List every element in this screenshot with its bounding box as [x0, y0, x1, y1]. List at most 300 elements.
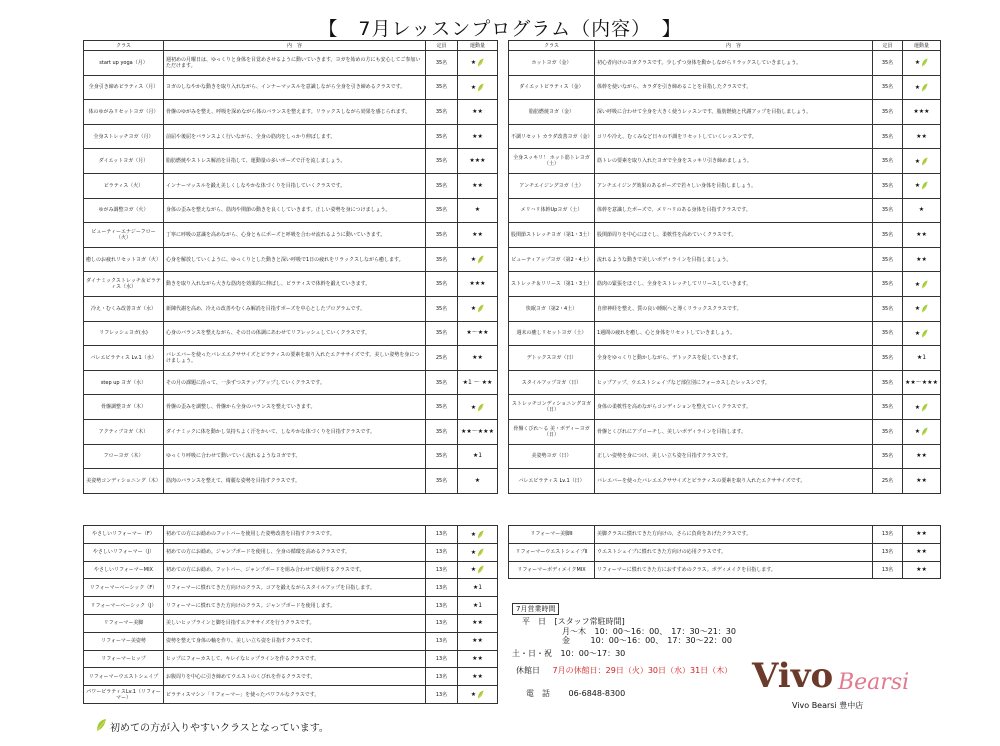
intensity-stars: ★★ [472, 230, 483, 238]
schedule-table-right [508, 40, 941, 494]
leaf-icon [95, 718, 107, 732]
header-level: 運動量 [458, 41, 498, 51]
table-row [84, 614, 498, 632]
intensity-stars: ★ [470, 59, 477, 67]
header-level: 運動量 [903, 41, 941, 51]
class-name: 全身スッキリ！ ホット筋トレヨガ（土） [509, 149, 595, 174]
class-description: ダイナミックに体を動かし気持ちよく汗をかいて、しなやかな体づくりを目指すクラスです。 [164, 419, 426, 444]
class-description: ヒップアップ、ウエストシェイプなど部位別にフォーカスしたレッスンです。 [595, 370, 873, 395]
capacity: 13名 [426, 543, 458, 561]
leaf-icon [921, 181, 928, 190]
store-name: Vivo Bearsi 豊中店 [792, 701, 864, 710]
capacity: 35名 [873, 444, 903, 469]
intensity-stars: ★1 [472, 601, 483, 609]
intensity-cell [458, 686, 498, 704]
intensity-cell [458, 247, 498, 272]
table-row [509, 370, 941, 395]
class-description: 筋トレの要素を取り入れたヨガで全身をスッキリ引き締めましょう。 [595, 149, 873, 174]
capacity: 35名 [426, 469, 458, 494]
weekday-label: 平 日 [522, 617, 546, 626]
class-description: 週初めの月曜日は、ゆっくりと身体を目覚めさせるように動いていきます。ヨガを始めの方にも安心してご参加いただけます。 [164, 51, 426, 76]
class-description: 体幹を使いながら、カラダを引き締めることを目指したクラスです。 [595, 75, 873, 100]
schedule-table-left [83, 40, 498, 494]
header-class: クラス [84, 41, 164, 51]
class-description: 脂肪燃焼やストレス解消を目指して、運動量の多いポーズで汗を流しましょう。 [164, 149, 426, 174]
capacity: 25名 [873, 469, 903, 494]
capacity: 35名 [873, 198, 903, 223]
intensity-cell [458, 296, 498, 321]
capacity: 35名 [873, 51, 903, 76]
table-row [84, 149, 498, 174]
table-row [84, 223, 498, 248]
class-description: 筋肉の緊張をほぐし、全身をストレッチしてリリースしていきます。 [595, 272, 873, 297]
intensity-stars: ★★ [472, 353, 483, 361]
class-description: 正しい姿勢を身につけ、美しい立ち姿を目指すクラスです。 [595, 444, 873, 469]
intensity-stars: ★★ [472, 637, 483, 645]
leaf-icon [477, 565, 484, 574]
table-row [84, 597, 498, 615]
header-time: 定員 [873, 41, 903, 51]
leaf-icon [477, 255, 484, 264]
weekend-hours: 10：00〜17：30 [560, 649, 626, 658]
table-row [84, 650, 498, 668]
class-description: ゆっくり呼吸に合わせて動いていく流れるようなヨガです。 [164, 444, 426, 469]
class-name: リフォーマーウエストシェイプ [84, 668, 164, 686]
intensity-cell [903, 370, 941, 395]
class-description: ピラティスマシン「リフォーマー」を使ったパワフルなクラスです。 [164, 686, 426, 704]
intensity-stars: ★ [470, 548, 477, 556]
intensity-cell [458, 173, 498, 198]
class-description: インナーマッスルを鍛え美しくしなやかな体づくりを目指していくクラスです。 [164, 173, 426, 198]
class-name: 全身ストレッチヨガ（月） [84, 124, 164, 149]
capacity: 35名 [426, 247, 458, 272]
class-name: ビューティアップヨガ（第2・4土） [509, 247, 595, 272]
capacity: 35名 [426, 51, 458, 76]
capacity: 35名 [426, 370, 458, 395]
capacity: 35名 [873, 247, 903, 272]
class-description: 初めての方にお勧め。ジャンプボードを使用し、全身の循環を高めるクラスです。 [164, 543, 426, 561]
capacity: 35名 [873, 395, 903, 420]
class-name: 快眠ヨガ（第2・4土） [509, 296, 595, 321]
class-description: バレエバーを使ったバレエエクササイズとピラティスの要素を取り入れたエクササイズです。 [595, 469, 873, 494]
class-description: 初めての方にお勧めのフットバーを使用した姿勢改善を目指すクラスです。 [164, 526, 426, 544]
class-description: 初心者向けのヨガクラスです。少しずつ身体を動かしながらリラックスしていきましょう。 [595, 51, 873, 76]
table-row [84, 272, 498, 297]
intensity-stars: ★★〜★★★ [461, 427, 494, 435]
class-name: 全身引き締めピラティス（月） [84, 75, 164, 100]
class-name: 週末の癒しリセットヨガ（土） [509, 321, 595, 346]
capacity: 35名 [426, 173, 458, 198]
capacity: 13名 [873, 561, 903, 579]
class-description: コリや冷え、むくみなど日々の不調をリセットしていくレッスンです。 [595, 124, 873, 149]
capacity: 35名 [426, 100, 458, 125]
class-name: やさしいリフォーマー（F） [84, 526, 164, 544]
class-name: リフォーマーベーシック（J） [84, 597, 164, 615]
intensity-cell [903, 223, 941, 248]
capacity: 35名 [426, 149, 458, 174]
class-name: 体のゆがみリセットヨガ（月） [84, 100, 164, 125]
class-name: リフォーマーウエストシェイプⅡ [509, 543, 595, 561]
intensity-stars: ★1 〜 ★★ [462, 378, 493, 386]
class-name: リフォーマーボディメイクMIX [509, 561, 595, 579]
leaf-icon [921, 157, 928, 166]
table-row [84, 579, 498, 597]
class-description: 股関節周りを中心にほぐし、柔軟性を高めていくクラスです。 [595, 223, 873, 248]
logo-brand: Vivo [752, 656, 834, 696]
capacity: 35名 [426, 444, 458, 469]
page-title: 【 7月レッスンプログラム（内容） 】 [318, 18, 682, 40]
intensity-cell [458, 149, 498, 174]
table-row [509, 321, 941, 346]
capacity: 35名 [873, 223, 903, 248]
capacity: 35名 [426, 272, 458, 297]
staff-hours-label: [スタッフ常駐時間] [554, 617, 625, 626]
capacity: 35名 [873, 149, 903, 174]
intensity-cell [903, 444, 941, 469]
intensity-stars: ★1 [472, 583, 483, 591]
hours-label: 7月営業時間 [512, 603, 559, 615]
table-row [509, 247, 941, 272]
intensity-cell [458, 346, 498, 371]
class-name: リフォーマー美脚 [84, 614, 164, 632]
reformer-table-right [508, 525, 941, 579]
leaf-icon [477, 548, 484, 557]
table-row [84, 51, 498, 76]
intensity-stars: ★★ [916, 452, 927, 460]
capacity: 13名 [426, 650, 458, 668]
class-description: 心身を解放していくように、ゆっくりとした動きと深い呼吸で1日の疲れをリラックスしながら癒します。 [164, 247, 426, 272]
table-row [84, 444, 498, 469]
intensity-cell [458, 614, 498, 632]
capacity: 35名 [426, 296, 458, 321]
capacity: 35名 [873, 75, 903, 100]
class-name: リフォーマー美姿勢 [84, 632, 164, 650]
footer-note: 初めての方が入りやすいクラスとなっています。 [110, 723, 329, 734]
weekend-label: 土・日・祝 [512, 649, 552, 658]
header-content: 内 容 [164, 41, 426, 51]
capacity: 13名 [426, 686, 458, 704]
intensity-cell [903, 543, 941, 561]
intensity-stars: ★★〜★★★ [905, 378, 938, 386]
holiday-dates: 7月の休館日：29日（火）30日（水）31日（木） [552, 666, 733, 675]
intensity-cell [458, 198, 498, 223]
intensity-stars: ★1 [472, 452, 483, 460]
intensity-cell [458, 51, 498, 76]
class-description: 筋肉のバランスを整えて、綺麗な姿勢を目指すクラスです。 [164, 469, 426, 494]
intensity-cell [903, 419, 941, 444]
intensity-cell [903, 124, 941, 149]
intensity-cell [458, 561, 498, 579]
class-description: ウエストシェイプに慣れてきた方向けの応用クラスです。 [595, 543, 873, 561]
class-name: 脂肪燃焼ヨガ（金） [509, 100, 595, 125]
table-row [509, 198, 941, 223]
class-description: 骨盤とくびれにアプローチし、美しいボディラインを目指します。 [595, 419, 873, 444]
capacity: 13名 [426, 668, 458, 686]
intensity-stars: ★★ [472, 107, 483, 115]
capacity: 13名 [426, 579, 458, 597]
class-name: ストレッチコンディショニングヨガ（日） [509, 395, 595, 420]
class-name: スタイルアップヨガ（日） [509, 370, 595, 395]
fri-hours: 10：00〜16：00、 17：30〜22：00 [590, 636, 732, 645]
table-row [509, 149, 941, 174]
class-description: リフォーマーに慣れてきた方向けのクラス。コアを鍛えながらスタイルアップを目指します。 [164, 579, 426, 597]
intensity-cell [458, 75, 498, 100]
intensity-cell [903, 469, 941, 494]
intensity-cell [903, 395, 941, 420]
table-row [84, 419, 498, 444]
capacity: 35名 [426, 395, 458, 420]
intensity-stars: ★★ [916, 476, 927, 484]
table-row [84, 100, 498, 125]
capacity: 13名 [426, 632, 458, 650]
table-row [84, 526, 498, 544]
capacity: 13名 [873, 543, 903, 561]
class-name: リフレッシュヨガ(水) [84, 321, 164, 346]
intensity-cell [903, 272, 941, 297]
table-row [84, 321, 498, 346]
intensity-stars: ★★ [472, 619, 483, 627]
capacity: 35名 [426, 198, 458, 223]
leaf-icon [921, 280, 928, 289]
intensity-cell [903, 100, 941, 125]
table-row [84, 346, 498, 371]
class-name: アンチエイジングヨガ（土） [509, 173, 595, 198]
table-row [84, 469, 498, 494]
capacity: 13名 [426, 526, 458, 544]
table-row [509, 124, 941, 149]
intensity-cell [458, 579, 498, 597]
fri-label: 金 [562, 636, 570, 645]
class-name: リフォーマーヒップ [84, 650, 164, 668]
intensity-stars: ★★ [916, 565, 927, 573]
class-name: step up ヨガ（水） [84, 370, 164, 395]
tel-label: 電 話 [526, 689, 550, 698]
class-name: リフォーマーベーシック（F） [84, 579, 164, 597]
capacity: 35名 [873, 346, 903, 371]
intensity-cell [903, 51, 941, 76]
class-name: ダイナミックストレッチ＆ピラティス（水） [84, 272, 164, 297]
intensity-stars: ★ [914, 329, 921, 337]
capacity: 35名 [426, 321, 458, 346]
intensity-cell [458, 543, 498, 561]
table-row [509, 75, 941, 100]
class-description: お腹周りを中心に引き締めてウエストのくびれを作るクラスです。 [164, 668, 426, 686]
table-row [509, 173, 941, 198]
class-name: ビューティーエナジーフロー（火） [84, 223, 164, 248]
class-description: ヨガのしなやかな動きを取り入れながら、インナーマッスルを意識しながら全身を引き締めるクラスです。 [164, 75, 426, 100]
intensity-cell [458, 597, 498, 615]
mon-thu-hours: 10：00〜16：00、 17：30〜21：30 [594, 627, 736, 636]
capacity: 13名 [426, 614, 458, 632]
class-description: 自律神経を整え、質の良い睡眠へと導くリラックスクラスです。 [595, 296, 873, 321]
intensity-stars: ★ [914, 280, 921, 288]
intensity-cell [458, 223, 498, 248]
capacity: 35名 [873, 124, 903, 149]
intensity-stars: ★〜★★ [466, 329, 489, 337]
capacity: 35名 [873, 272, 903, 297]
tel-number: 06-6848-8300 [568, 689, 626, 698]
class-description: 全身をゆっくりと動かしながら、デトックスを促していきます。 [595, 346, 873, 371]
class-name: リフォーマー美脚Ⅱ [509, 526, 595, 544]
class-description: 丁寧に呼吸の意識を高めながら、心身ともにポーズと呼吸を合わせ流れるように動いていきます。 [164, 223, 426, 248]
leaf-icon [921, 304, 928, 313]
class-description: 流れるような動きで美しいボディラインを目指しましょう。 [595, 247, 873, 272]
intensity-cell [458, 469, 498, 494]
table-row [509, 272, 941, 297]
class-description: 姿勢を整えて身体の軸を作り、美しい立ち姿を目指すクラスです。 [164, 632, 426, 650]
capacity: 35名 [873, 419, 903, 444]
intensity-cell [903, 321, 941, 346]
class-description: 前屈や後屈をバランスよく行いながら、全身の筋肉をしっかり伸ばします。 [164, 124, 426, 149]
table-row [84, 668, 498, 686]
capacity: 35名 [426, 75, 458, 100]
table-row [509, 223, 941, 248]
capacity: 35名 [873, 100, 903, 125]
table-row [84, 247, 498, 272]
intensity-cell [458, 526, 498, 544]
class-name: メリハリ体幹Upヨガ（土） [509, 198, 595, 223]
class-description: 骨盤の歪みを調整し、骨盤から全身のバランスを整えていきます。 [164, 395, 426, 420]
table-row [509, 561, 941, 579]
intensity-cell [458, 632, 498, 650]
table-row [84, 296, 498, 321]
class-description: アンチエイジング効果のあるポーズで若々しい身体を目指しましょう。 [595, 173, 873, 198]
table-row [509, 296, 941, 321]
table-row [84, 198, 498, 223]
header-content: 内 容 [595, 41, 873, 51]
capacity: 13名 [426, 597, 458, 615]
table-row [84, 632, 498, 650]
intensity-stars: ★ [470, 691, 477, 699]
intensity-cell [458, 370, 498, 395]
table-row [84, 686, 498, 704]
intensity-stars: ★ [918, 206, 925, 214]
table-row [509, 444, 941, 469]
leaf-icon [477, 83, 484, 92]
class-name: パワーピラティスLv.1（リフォーマー） [84, 686, 164, 704]
capacity: 35名 [426, 419, 458, 444]
leaf-icon [921, 83, 928, 92]
class-name: ゆがみ調整ヨガ（火） [84, 198, 164, 223]
class-name: アクティブヨガ（木） [84, 419, 164, 444]
intensity-stars: ★ [470, 566, 477, 574]
intensity-stars: ★★ [472, 132, 483, 140]
class-name: やさしいリフォーマーMIX [84, 561, 164, 579]
header-time: 定員 [426, 41, 458, 51]
intensity-stars: ★ [914, 403, 921, 411]
table-row [509, 469, 941, 494]
class-name: 冷え・むくみ改善ヨガ（水） [84, 296, 164, 321]
intensity-stars: ★★ [472, 672, 483, 680]
intensity-stars: ★★ [472, 654, 483, 662]
table-row [84, 173, 498, 198]
table-row [509, 51, 941, 76]
class-name: ダイエットヨガ（月） [84, 149, 164, 174]
capacity: 35名 [426, 223, 458, 248]
intensity-stars: ★ [914, 182, 921, 190]
intensity-stars: ★ [470, 530, 477, 538]
leaf-icon [477, 690, 484, 699]
intensity-cell [903, 247, 941, 272]
intensity-stars: ★ [470, 256, 477, 264]
class-name: バレエピラティス Lv.1（日） [509, 469, 595, 494]
intensity-stars: ★★ [916, 548, 927, 556]
class-name: 股関節ストレッチヨガ（第1・3土） [509, 223, 595, 248]
class-description: 新陳代謝を高め、冷えの改善やむくみ解消を目指すポーズを中心としたプログラムです。 [164, 296, 426, 321]
class-name: ホットヨガ（金） [509, 51, 595, 76]
intensity-cell [458, 321, 498, 346]
class-name: 骨盤調整ヨガ（木） [84, 395, 164, 420]
table-row [84, 370, 498, 395]
class-name: start up yoga（月） [84, 51, 164, 76]
intensity-stars: ★ [470, 403, 477, 411]
class-name: 癒しのお疲れリセットヨガ（火） [84, 247, 164, 272]
reformer-table-left [83, 525, 498, 704]
intensity-stars: ★★ [916, 530, 927, 538]
table-row [509, 100, 941, 125]
leaf-icon [477, 58, 484, 67]
class-description: バレエバーを使ったバレエエクササイズとピラティスの要素を取り入れたエクササイズです。美しい姿勢を身につけましょう。 [164, 346, 426, 371]
intensity-cell [903, 173, 941, 198]
table-row [84, 543, 498, 561]
capacity: 13名 [426, 561, 458, 579]
intensity-cell [458, 100, 498, 125]
leaf-icon [921, 58, 928, 67]
vivo-bearsi-logo [752, 652, 912, 732]
intensity-cell [458, 650, 498, 668]
intensity-cell [458, 419, 498, 444]
intensity-stars: ★★ [916, 230, 927, 238]
intensity-cell [903, 346, 941, 371]
class-description: 美しいヒップラインと脚を目指すエクササイズを行うクラスです。 [164, 614, 426, 632]
leaf-icon [921, 329, 928, 338]
class-description: 体幹を意識したポーズで、メリハリのある身体を目指すクラスです。 [595, 198, 873, 223]
intensity-cell [458, 395, 498, 420]
intensity-stars: ★★★ [469, 280, 486, 288]
capacity: 35名 [873, 321, 903, 346]
class-description: 初めての方にお勧め。フットバー、ジャンプボードを組み合わせて使用するクラスです。 [164, 561, 426, 579]
class-name: ダイエットピラティス（金） [509, 75, 595, 100]
leaf-icon [477, 403, 484, 412]
intensity-stars: ★★ [916, 132, 927, 140]
table-row [84, 561, 498, 579]
table-row [509, 526, 941, 544]
table-row [84, 75, 498, 100]
class-name: ストレッチ＆リリース（第1・3土） [509, 272, 595, 297]
intensity-cell [458, 272, 498, 297]
table-row [509, 419, 941, 444]
class-name: 不調リセット カラダ改善ヨガ（金） [509, 124, 595, 149]
leaf-icon [477, 530, 484, 539]
class-name: ピラティス（火） [84, 173, 164, 198]
capacity: 35名 [426, 124, 458, 149]
capacity: 35名 [873, 370, 903, 395]
class-description: 美脚クラスに慣れてきた方向けの、さらに負荷をあげたクラスです。 [595, 526, 873, 544]
intensity-cell [903, 149, 941, 174]
intensity-cell [903, 561, 941, 579]
intensity-stars: ★ [474, 206, 481, 214]
table-row [509, 543, 941, 561]
intensity-stars: ★★ [472, 181, 483, 189]
class-name: フローヨガ（木） [84, 444, 164, 469]
intensity-stars: ★★ [916, 255, 927, 263]
intensity-stars: ★ [474, 476, 481, 484]
class-description: ヒップにフォーカスして、キレイなヒップラインを作るクラスです。 [164, 650, 426, 668]
class-description: 深い呼吸に合わせて全身を大きく使うレッスンです。脂肪燃焼と代謝アップを目指しましょう。 [595, 100, 873, 125]
intensity-stars: ★ [470, 305, 477, 313]
intensity-cell [458, 668, 498, 686]
class-name: 美姿勢ヨガ（日） [509, 444, 595, 469]
